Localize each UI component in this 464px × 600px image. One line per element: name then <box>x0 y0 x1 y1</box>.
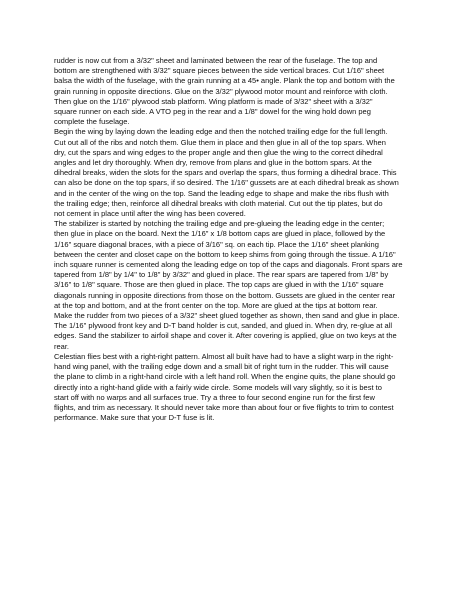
paragraph-stabilizer: The stabilizer is started by notching the trailing edge and pre-glueing the leading edge in the center; then glue in place on the board. Next the 1/16" x 1/8 bottom caps are glued in place, followed by the 1/16" square diagonal braces, with a piece of 3/16" sq. on each tip. Place the 1/16" sheet planking between the center and closet cape on the bottom to keep shims from going through the tissue. A 1/16" inch square runner is cemented along the leading edge on top of the caps and diagonals. Front spars are tapered from 1/8" by 1/4" to 1/8" by 3/32" and glued in place. The rear spars are tapered from 1/8" by 3/16" to 1/8" square. Those are then glued in place. The top caps are glued in with the 1/16" square diagonals running in opposite directions from those on the bottom. Gussets are glued in the center rear at the top and bottom, and at the front center on the top. More are glued at the tips at bottom rear. <box>54 219 403 310</box>
document-page <box>54 56 412 423</box>
paragraph-rudder: Make the rudder from two pieces of a 3/32" sheet glued together as shown, then sand and glue in place. The 1/16" plywood front key and D-T band holder is cut, sanded, and glued in. When dry, re-glue at all edges. Sand the stabilizer to airfoil shape and cover it. After covering is applied, glue on two keys at the rear. <box>54 311 400 351</box>
paragraph-fuselage: rudder is now cut from a 3/32" sheet and laminated between the rear of the fuselage. The top and bottom are strengthened with 3/32" square pieces between the side vertical braces. Cut 1/16" sheet balsa the width of the fuselage, with the grain running at a 45• angle. Plank the top and bottom with the grain running in opposite directions. Glue on the 3/32" plywood motor mount and reinforce with cloth. Then glue on the 1/16" plywood stab platform. Wing platform is made of 3/32" sheet with a 3/32" square runner on each side. A VTO peg in the rear and a 1/8" dowel for the wing hold down peg complete the fuselage. <box>54 56 395 127</box>
paragraph-wing: Begin the wing by laying down the leading edge and then the notched trailing edge for the full length. Cut out all of the ribs and notch them. Glue them in place and then glue in all of the top spars. When dry, cut the spars and wing edges to the proper angle and then glue the wing to the correct dihedral angles and let dry thoroughly. When dry, remove from plans and glue in the bottom spars. At the dihedral breaks, widen the slots for the spars and overlap the spars, thus forming a dihedral brace. This can also be done on the top spars, if so desired. The 1/16" gussets are at each dihedral break as shown and in the center of the wing on the top. Sand the leading edge to shape and make the ribs flush with the trailing edge; then, reinforce all dihedral breaks with cloth material. Cut out the tip plates, but do not cement in place until after the wing has been covered. <box>54 127 399 219</box>
paragraph-flying-trim: Celestian flies best with a right-right pattern. Almost all built have had to have a slight warp in the right- hand wing panel, with the trailing edge down and a small bit of right turn in the rudder. This will cause the plane to climb in a right-hand circle with a left hand roll. When the engine quits, the plane should go directly into a right-hand glide with a fairly wide circle. Some models will vary slightly, so it is best to start off with no warps and all surfaces true. Try a three to four second engine run for the first few flights, and trim as necessary. It should never take more than about four or five flights to trim to contest performance. Make sure that your D-T fuse is lit. <box>54 351 396 423</box>
